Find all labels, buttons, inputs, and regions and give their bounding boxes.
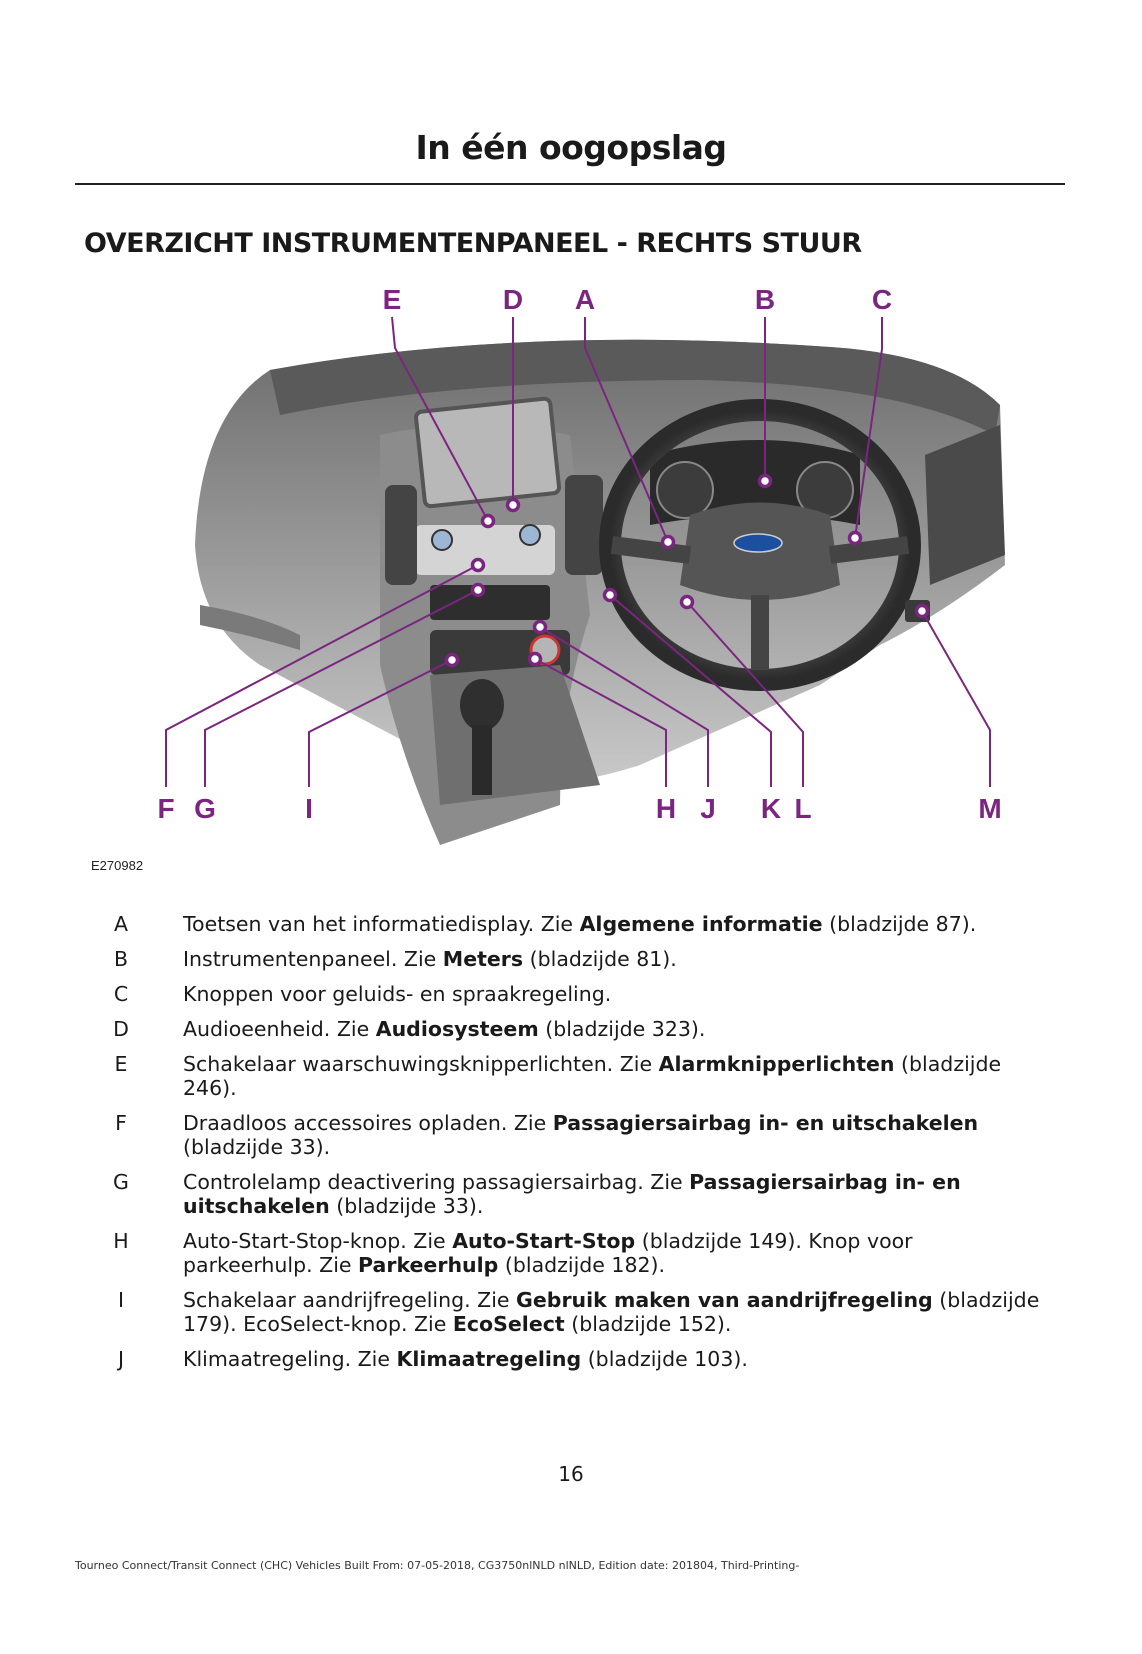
callout-dot-E bbox=[483, 516, 494, 527]
page-number: 16 bbox=[558, 1462, 584, 1486]
legend-text: Klimaatregeling. Zie Klimaatregeling (bladzijde 103). bbox=[183, 1347, 748, 1371]
callout-label-G: G bbox=[194, 793, 216, 824]
figure-id: E270982 bbox=[91, 858, 144, 873]
cross-reference: Klimaatregeling bbox=[396, 1347, 582, 1371]
legend-text: Controlelamp deactivering passagiersairbag. Zie Passagiersairbag in- en uitschakelen (bladzijde 33). bbox=[183, 1170, 961, 1218]
legend-text: Auto-Start-Stop-knop. Zie Auto-Start-Stop (bladzijde 149). Knop voor parkeerhulp. Zie Parkeerhulp (bladzijde 182). bbox=[183, 1229, 913, 1277]
callout-dot-G bbox=[473, 585, 484, 596]
callout-dot-F bbox=[473, 560, 484, 571]
legend-key: B bbox=[113, 947, 129, 971]
air-vent-center bbox=[565, 475, 603, 575]
legend-item-G bbox=[110, 1170, 1045, 1218]
callout-line-M bbox=[922, 611, 990, 787]
callout-label-E: E bbox=[382, 285, 402, 315]
legend-text: Schakelaar aandrijfregeling. Zie Gebruik maken van aandrijfregeling (bladzijde 179). EcoSelect-knop. Zie EcoSelect (bladzijde 152). bbox=[183, 1288, 1040, 1336]
legend-text: Toetsen van het informatiedisplay. Zie Algemene informatie (bladzijde 87). bbox=[183, 912, 977, 936]
legend-item-C bbox=[110, 982, 1045, 1006]
chapter-divider bbox=[75, 183, 1065, 185]
touchscreen bbox=[415, 398, 559, 507]
cross-reference: Gebruik maken van aandrijfregeling bbox=[516, 1288, 933, 1312]
callout-dot-L bbox=[682, 597, 693, 608]
gear-knob bbox=[460, 679, 504, 731]
legend-item-H bbox=[110, 1229, 1045, 1277]
cross-reference: Audiosysteem bbox=[375, 1017, 539, 1041]
callout-dot-H bbox=[530, 654, 541, 665]
legend-key: H bbox=[113, 1229, 129, 1253]
storage-slot bbox=[430, 585, 550, 620]
callout-dot-D bbox=[508, 500, 519, 511]
legend-text: Audioeenheid. Zie Audiosysteem (bladzijde 323). bbox=[183, 1017, 706, 1041]
callout-dot-M bbox=[917, 606, 928, 617]
callout-label-C: C bbox=[871, 285, 893, 315]
callout-dot-C bbox=[850, 533, 861, 544]
callout-label-M: M bbox=[978, 793, 1002, 824]
legend-key: I bbox=[117, 1288, 125, 1312]
legend-list bbox=[110, 912, 1045, 1382]
legend-key: D bbox=[113, 1017, 129, 1041]
chapter-title: In één oogopslag bbox=[415, 128, 727, 167]
footer-text: Tourneo Connect/Transit Connect (CHC) Vehicles Built From: 07-05-2018, CG3750nlNLD nlNLD, Edition date: 201804, Third-Printing- bbox=[75, 1559, 800, 1572]
dashboard-illustration bbox=[0, 285, 1142, 885]
legend-item-A bbox=[110, 912, 1045, 936]
callout-label-D: D bbox=[502, 285, 524, 315]
legend-item-D bbox=[110, 1017, 1045, 1041]
legend-item-E bbox=[110, 1052, 1045, 1100]
legend-key: J bbox=[117, 1347, 125, 1371]
cross-reference: Passagiersairbag in- en uitschakelen bbox=[183, 1170, 961, 1218]
cross-reference: Algemene informatie bbox=[579, 912, 823, 936]
callout-label-I: I bbox=[305, 793, 313, 824]
legend-key: F bbox=[115, 1111, 127, 1135]
ford-logo bbox=[734, 534, 782, 552]
callout-dot-B bbox=[760, 476, 771, 487]
callout-label-F: F bbox=[157, 793, 175, 824]
legend-text: Knoppen voor geluids- en spraakregeling. bbox=[183, 982, 612, 1006]
cross-reference: EcoSelect bbox=[452, 1312, 565, 1336]
legend-text: Schakelaar waarschuwingsknipperlichten. Zie Alarmknipperlichten (bladzijde 246). bbox=[183, 1052, 1002, 1100]
callout-dot-A bbox=[663, 537, 674, 548]
cross-reference: Parkeerhulp bbox=[358, 1253, 499, 1277]
legend-item-B bbox=[110, 947, 1045, 971]
cross-reference: Meters bbox=[442, 947, 524, 971]
callout-dot-K bbox=[605, 590, 616, 601]
legend-item-F bbox=[110, 1111, 1045, 1159]
callout-label-K: K bbox=[760, 793, 782, 824]
legend-key: C bbox=[113, 982, 129, 1006]
legend-key: E bbox=[114, 1052, 128, 1076]
section-heading: OVERZICHT INSTRUMENTENPANEEL - RECHTS STUUR bbox=[84, 228, 862, 259]
legend-item-J bbox=[110, 1347, 1045, 1371]
callout-label-H: H bbox=[655, 793, 677, 824]
callout-label-B: B bbox=[754, 285, 776, 315]
air-vent-left bbox=[385, 485, 417, 585]
legend-text: Draadloos accessoires opladen. Zie Passagiersairbag in- en uitschakelen (bladzijde 33). bbox=[183, 1111, 979, 1159]
cross-reference: Passagiersairbag in- en uitschakelen bbox=[552, 1111, 979, 1135]
legend-text: Instrumentenpaneel. Zie Meters (bladzijde 81). bbox=[183, 947, 677, 971]
callout-dot-I bbox=[447, 655, 458, 666]
cross-reference: Auto-Start-Stop bbox=[452, 1229, 636, 1253]
cross-reference: Alarmknipperlichten bbox=[658, 1052, 895, 1076]
callout-dot-J bbox=[535, 622, 546, 633]
legend-key: G bbox=[113, 1170, 129, 1194]
legend-key: A bbox=[113, 912, 129, 936]
legend-item-I bbox=[110, 1288, 1045, 1336]
callout-label-J: J bbox=[700, 793, 716, 824]
callout-label-L: L bbox=[794, 793, 812, 824]
callout-label-A: A bbox=[574, 285, 596, 315]
